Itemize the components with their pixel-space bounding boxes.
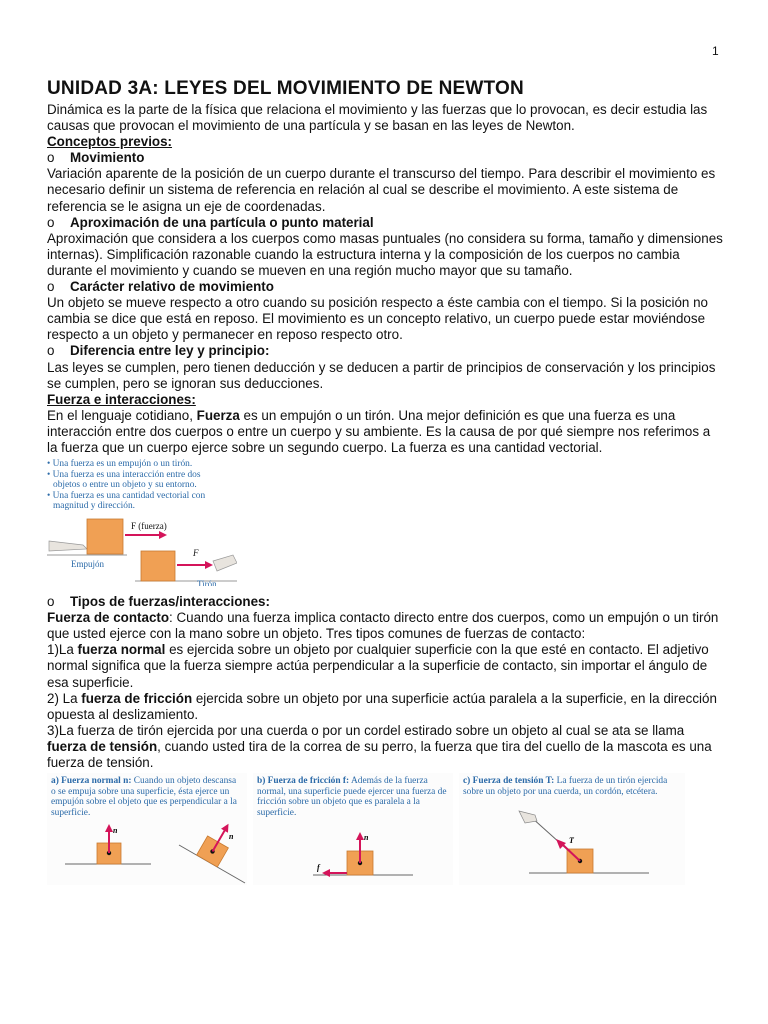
panel-tension-text: La fuerza de un tirón ejercida sobre un objeto por una cuerda, un cordón, etcétera. (463, 776, 668, 797)
friccion-pre: 2) La (47, 690, 82, 706)
concept-label: Aproximación de una partícula o punto material (70, 214, 374, 230)
normal-term: fuerza normal (77, 642, 166, 658)
vector-label: n (113, 826, 118, 836)
fuerza-text-before: En el lenguaje cotidiano, (47, 407, 197, 423)
panel-normal-text: Cuando un objeto descansa o se empuja sobre una superficie, ésta ejerce un empujón sobre el objeto que es perpendicular a la superficie. (51, 776, 237, 818)
panel-friccion (253, 773, 453, 885)
panel-friccion-title: b) Fuerza de fricción f: (257, 776, 350, 787)
figure1-bullet: magnitud y dirección. (53, 501, 136, 512)
concept-bullet-ley-principio (47, 343, 723, 359)
concept-text: Variación aparente de la posición de un cuerpo durante el transcurso del tiempo. Para describir el movimiento es necesario definir un sistema de referencia en relación al cual se describe el movimiento. A este sistema de referencia se le asigna un eje de coordenadas. (47, 166, 716, 214)
panel-friccion-drawing (253, 773, 453, 885)
concept-label: Diferencia entre ley y principio: (70, 343, 270, 359)
document-body (47, 78, 723, 885)
hand-push-icon (49, 541, 87, 551)
panel-normal (47, 773, 247, 885)
figure1-bullet: • Una fuerza es una interacción entre dos (47, 469, 201, 480)
figure-contact-forces (47, 773, 723, 885)
contacto-term: Fuerza de contacto (47, 610, 170, 626)
concept-bullet-particula (47, 215, 723, 231)
figure1-bullet: • Una fuerza es una cantidad vectorial con (47, 490, 206, 501)
hand-icon (519, 811, 537, 823)
panel-normal-title: a) Fuerza normal n: (51, 776, 132, 787)
fuerza-paragraph (47, 408, 723, 456)
pull-label: Tirón (197, 579, 217, 587)
bullet-mark: o (47, 343, 55, 359)
page-number: 1 (712, 44, 719, 58)
panel-normal-drawing (47, 773, 247, 885)
arrow-head-icon (159, 531, 167, 539)
tension-pre: 3)La fuerza de tirón ejercida por una cuerda o por un cordel estirado sobre un objeto al cual se ata se llama (47, 722, 685, 738)
figure1-drawing (47, 511, 237, 586)
vector-label: T (569, 836, 574, 846)
concept-text: Las leyes se cumplen, pero tienen deducción y se deducen a partir de principios de conservación y los principios se cumplen, pero se ignoran sus deducciones. (47, 359, 716, 391)
concept-label: Movimiento (70, 150, 145, 166)
friccion-text: ejercida sobre un objeto por una superficie actúa paralela a la superficie, en la dirección opuesta al deslizamiento. (47, 690, 717, 722)
concept-text: Aproximación que considera a los cuerpos como masas puntuales (no considera su forma, tamaño y dimensiones internas). Simplificación razonable cuando la estructura interna y la composición de los cuerpos no cambia durante el movimiento y cuando se mueven en una región mucho mayor que su tamaño. (47, 230, 723, 278)
figure1-caption (47, 459, 237, 512)
bullet-mark: o (47, 594, 55, 610)
normal-paragraph (47, 642, 723, 690)
tension-term: fuerza de tensión (47, 738, 158, 754)
arrow-head-icon (356, 832, 364, 840)
arrow-head-icon (322, 869, 330, 877)
page-title: UNIDAD 3A: LEYES DEL MOVIMIENTO DE NEWTON (47, 78, 524, 99)
tension-text: , cuando usted tira de la correa de su perro, la fuerza que tira del cuello de la mascota es una fuerza de tensión. (47, 738, 712, 770)
bullet-mark: o (47, 279, 55, 295)
push-label: Empujón (71, 559, 104, 570)
panel-tension (459, 773, 685, 885)
figure1-bullet: • Una fuerza es un empujón o un tirón. (47, 459, 193, 470)
normal-pre: 1)La (47, 642, 78, 658)
friccion-paragraph (47, 691, 723, 723)
concept-bullet-relativo (47, 279, 723, 295)
normal-text: es ejercida sobre un objeto por cualquier superficie con la que esté en contacto. El adjetivo normal significa que la fuerza siempre actúa perpendicular a la superficie de contacto, sin importar el ángulo de esa superficie. (47, 642, 709, 690)
concept-bullet-movimiento (47, 150, 723, 166)
force-label: F (fuerza) (131, 521, 167, 532)
arrow-head-icon (105, 824, 113, 832)
tipos-label: Tipos de fuerzas/interacciones: (70, 594, 270, 610)
fuerza-term: Fuerza (196, 407, 240, 423)
hand-pull-icon (213, 555, 237, 571)
figure1-bullet: objetos o entre un objeto y su entorno. (53, 480, 197, 491)
panel-tension-drawing (459, 773, 685, 885)
arrow-head-icon (205, 561, 213, 569)
contacto-paragraph (47, 610, 723, 642)
box-push (87, 519, 123, 554)
intro-paragraph: Dinámica es la parte de la física que relaciona el movimiento y las fuerzas que lo provocan, es decir estudia las causas que provocan el movimiento de una partícula y se basan en las leyes de Newton. (47, 102, 708, 134)
box-on-incline (197, 818, 239, 867)
vector-label: f (317, 863, 320, 873)
contacto-text: : Cuando una fuerza implica contacto directo entre dos cuerpos, como un empujón o un tirón que usted ejerce con la mano sobre un objeto. Tres tipos comunes de fuerzas de contacto: (47, 610, 719, 642)
fuerza-text-after: es un empujón o un tirón. Una mejor definición es que una fuerza es una interacción entre dos cuerpos o entre un cuerpo y su ambiente. Es la causa de por qué siempre nos referimos a la fuerza que un cuerpo ejerce sobre un segundo cuerpo. La fuerza es una cantidad vectorial. (47, 407, 711, 455)
concept-label: Carácter relativo de movimiento (70, 279, 274, 295)
bullet-mark: o (47, 214, 55, 230)
bullet-mark: o (47, 150, 55, 166)
tipos-bullet (47, 594, 723, 610)
friccion-term: fuerza de fricción (81, 690, 193, 706)
conceptos-heading: Conceptos previos: (47, 134, 173, 150)
tension-paragraph (47, 723, 723, 771)
concept-text: Un objeto se mueve respecto a otro cuando su posición respecto a éste cambia con el tiempo. Si la posición no cambia se dice que está en reposo. El movimiento es un concepto relativo, un cuerpo puede estar moviéndose respecto a un objeto y permanecer en reposo respecto otro. (47, 295, 708, 343)
panel-friccion-text: Además de la fuerza normal, una superficie puede ejercer una fuerza de fricción sobre un objeto que es paralela a la superficie. (257, 776, 447, 818)
fuerza-heading: Fuerza e interacciones: (47, 391, 196, 407)
figure-push-pull (47, 459, 237, 586)
panel-tension-title: c) Fuerza de tensión T: (463, 776, 555, 787)
vector-label: n (364, 833, 369, 843)
force-F-label: F (193, 548, 199, 559)
vector-label: n (229, 832, 234, 842)
box-pull (141, 551, 175, 581)
